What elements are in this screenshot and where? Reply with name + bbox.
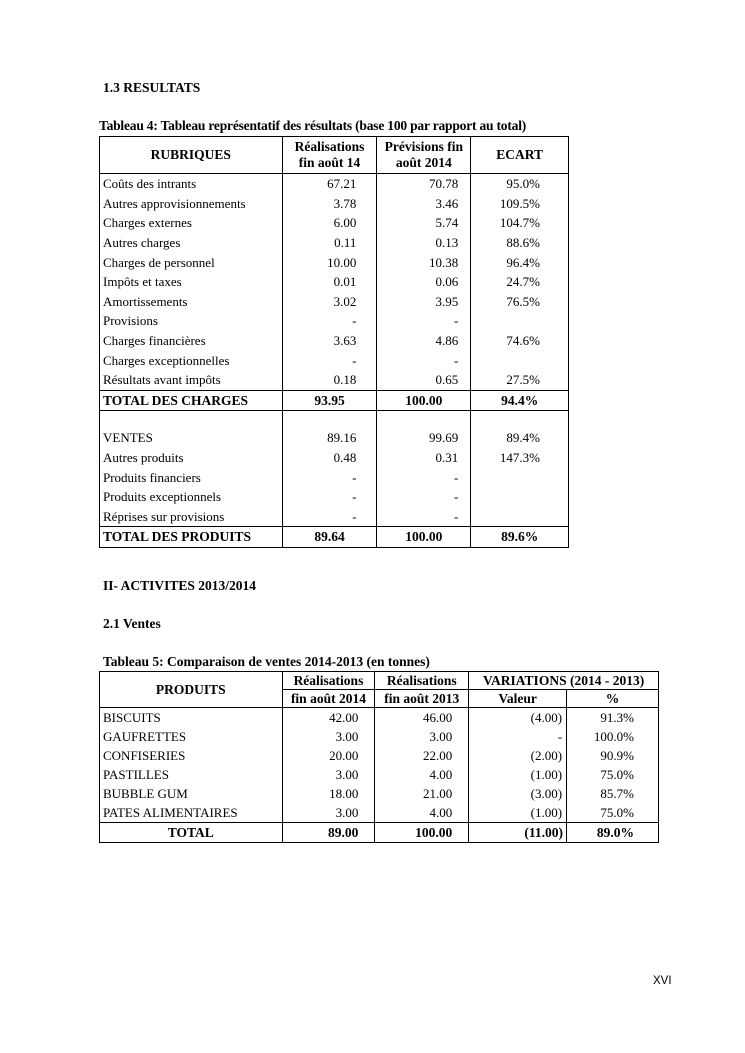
row-label: Autres charges — [100, 233, 283, 253]
header-produits: PRODUITS — [100, 672, 283, 708]
charges-rows — [100, 174, 569, 391]
product-r2013: 46.00 — [375, 708, 469, 728]
row-realisations: 10.00 — [282, 252, 377, 272]
produit-row — [100, 507, 569, 527]
sales-rows — [100, 708, 659, 823]
row-label: Amortissements — [100, 292, 283, 312]
total-charges-real: 93.95 — [282, 390, 377, 411]
section-heading-resultats: 1.3 RESULTATS — [103, 80, 201, 95]
row-label: Coûts des intrants — [100, 174, 283, 194]
row-realisations: 3.02 — [282, 292, 377, 312]
charge-row — [100, 350, 569, 370]
row-ecart: 88.6% — [471, 233, 569, 253]
produit-row — [100, 448, 569, 468]
product-name: PASTILLES — [100, 765, 283, 784]
charge-row — [100, 292, 569, 312]
spacer-row — [100, 411, 569, 429]
product-variation-pct: 75.0% — [567, 803, 659, 823]
row-realisations: 6.00 — [282, 213, 377, 233]
row-realisations: 89.16 — [282, 428, 377, 448]
results-table — [99, 136, 569, 548]
row-realisations: - — [282, 311, 377, 331]
row-label: Autres produits — [100, 448, 283, 468]
product-variation-value: (3.00) — [469, 784, 567, 803]
total-produits-label: TOTAL DES PRODUITS — [100, 527, 283, 548]
header-variations: VARIATIONS (2014 - 2013) — [469, 672, 659, 690]
row-ecart: 104.7% — [471, 213, 569, 233]
sales-row — [100, 746, 659, 765]
charge-row — [100, 174, 569, 194]
row-label: Charges exceptionnelles — [100, 350, 283, 370]
row-realisations: - — [282, 487, 377, 507]
product-variation-pct: 91.3% — [567, 708, 659, 728]
row-ecart — [471, 507, 569, 527]
row-ecart: 95.0% — [471, 174, 569, 194]
row-previsions: - — [377, 467, 471, 487]
sales-total-row — [100, 823, 659, 843]
sales-total-r2013: 100.00 — [375, 823, 469, 843]
header-valeur: Valeur — [469, 690, 567, 708]
row-previsions: 10.38 — [377, 252, 471, 272]
row-ecart: 24.7% — [471, 272, 569, 292]
total-charges-ecart: 94.4% — [471, 390, 569, 411]
total-charges-label: TOTAL DES CHARGES — [100, 390, 283, 411]
row-ecart — [471, 350, 569, 370]
row-previsions: 3.46 — [377, 194, 471, 214]
row-realisations: - — [282, 467, 377, 487]
product-name: CONFISERIES — [100, 746, 283, 765]
row-realisations: 0.48 — [282, 448, 377, 468]
total-produits-row — [100, 527, 569, 548]
produits-rows — [100, 428, 569, 526]
product-name: BISCUITS — [100, 708, 283, 728]
header-previsions — [377, 137, 471, 174]
charge-row — [100, 233, 569, 253]
header-realisations-line1: Réalisations — [294, 139, 365, 154]
header-r2013-line2: fin août 2013 — [375, 690, 469, 708]
product-name: PATES ALIMENTAIRES — [100, 803, 283, 823]
sales-total-label: TOTAL — [100, 823, 283, 843]
product-variation-value: (2.00) — [469, 746, 567, 765]
header-realisations — [282, 137, 377, 174]
row-label: Charges externes — [100, 213, 283, 233]
row-label: Résultats avant impôts — [100, 370, 283, 390]
row-realisations: - — [282, 350, 377, 370]
row-realisations: 0.11 — [282, 233, 377, 253]
section-heading-ventes: 2.1 Ventes — [103, 616, 161, 631]
charge-row — [100, 331, 569, 351]
sales-row — [100, 727, 659, 746]
row-previsions: - — [377, 311, 471, 331]
total-charges-prev: 100.00 — [377, 390, 471, 411]
product-r2014: 3.00 — [282, 765, 375, 784]
row-ecart: 109.5% — [471, 194, 569, 214]
header-realisations-line2: fin août 14 — [298, 155, 361, 170]
sales-row — [100, 784, 659, 803]
sales-total-valeur: (11.00) — [469, 823, 567, 843]
produit-row — [100, 428, 569, 448]
header-r2014-line1: Réalisations — [282, 672, 375, 690]
row-label: Provisions — [100, 311, 283, 331]
row-label: Charges financières — [100, 331, 283, 351]
row-previsions: 3.95 — [377, 292, 471, 312]
row-previsions: 0.31 — [377, 448, 471, 468]
product-variation-value: (1.00) — [469, 803, 567, 823]
row-previsions: 0.13 — [377, 233, 471, 253]
row-previsions: 0.65 — [377, 370, 471, 390]
row-realisations: 3.78 — [282, 194, 377, 214]
sales-total-r2014: 89.00 — [282, 823, 375, 843]
row-label: Autres approvisionnements — [100, 194, 283, 214]
row-ecart — [471, 311, 569, 331]
row-realisations: 0.01 — [282, 272, 377, 292]
header-rubriques: RUBRIQUES — [100, 137, 283, 174]
product-r2013: 4.00 — [375, 803, 469, 823]
product-r2013: 3.00 — [375, 727, 469, 746]
header-pct: % — [567, 690, 659, 708]
row-realisations: 0.18 — [282, 370, 377, 390]
row-ecart: 89.4% — [471, 428, 569, 448]
row-previsions: 4.86 — [377, 331, 471, 351]
row-previsions: 99.69 — [377, 428, 471, 448]
product-r2013: 22.00 — [375, 746, 469, 765]
product-variation-value: - — [469, 727, 567, 746]
product-r2014: 3.00 — [282, 803, 375, 823]
row-previsions: - — [377, 350, 471, 370]
produit-row — [100, 467, 569, 487]
product-variation-pct: 75.0% — [567, 765, 659, 784]
product-name: GAUFRETTES — [100, 727, 283, 746]
product-variation-pct: 100.0% — [567, 727, 659, 746]
row-ecart: 27.5% — [471, 370, 569, 390]
product-r2013: 21.00 — [375, 784, 469, 803]
header-previsions-line1: Prévisions fin — [384, 139, 464, 154]
product-variation-pct: 90.9% — [567, 746, 659, 765]
row-realisations: 3.63 — [282, 331, 377, 351]
product-r2014: 20.00 — [282, 746, 375, 765]
sales-comparison-table — [99, 671, 659, 843]
product-variation-value: (1.00) — [469, 765, 567, 784]
page-number: XVI — [653, 975, 672, 987]
row-label: Réprises sur provisions — [100, 507, 283, 527]
charge-row — [100, 213, 569, 233]
row-previsions: - — [377, 487, 471, 507]
row-label: Charges de personnel — [100, 252, 283, 272]
row-realisations: - — [282, 507, 377, 527]
row-realisations: 67.21 — [282, 174, 377, 194]
product-r2013: 4.00 — [375, 765, 469, 784]
total-produits-ecart: 89.6% — [471, 527, 569, 548]
total-produits-real: 89.64 — [282, 527, 377, 548]
header-ecart: ECART — [471, 137, 569, 174]
product-name: BUBBLE GUM — [100, 784, 283, 803]
produit-row — [100, 487, 569, 507]
row-ecart: 76.5% — [471, 292, 569, 312]
sales-total-pct: 89.0% — [567, 823, 659, 843]
table5-caption: Tableau 5: Comparaison de ventes 2014-2013 (en tonnes) — [103, 654, 430, 669]
sales-row — [100, 765, 659, 784]
header-previsions-line2: août 2014 — [395, 155, 452, 170]
table5-header-row-1 — [100, 672, 659, 690]
table4-caption: Tableau 4: Tableau représentatif des résultats (base 100 par rapport au total) — [99, 118, 527, 133]
sales-row — [100, 803, 659, 823]
row-label: VENTES — [100, 428, 283, 448]
product-r2014: 18.00 — [282, 784, 375, 803]
charge-row — [100, 311, 569, 331]
charge-row — [100, 252, 569, 272]
header-r2013-line1: Réalisations — [375, 672, 469, 690]
row-previsions: - — [377, 507, 471, 527]
sales-row — [100, 708, 659, 728]
product-r2014: 3.00 — [282, 727, 375, 746]
row-previsions: 0.06 — [377, 272, 471, 292]
charge-row — [100, 194, 569, 214]
charge-row — [100, 272, 569, 292]
row-label: Produits financiers — [100, 467, 283, 487]
product-variation-value: (4.00) — [469, 708, 567, 728]
charge-row — [100, 370, 569, 390]
row-ecart: 147.3% — [471, 448, 569, 468]
row-ecart — [471, 467, 569, 487]
row-ecart: 96.4% — [471, 252, 569, 272]
product-variation-pct: 85.7% — [567, 784, 659, 803]
header-r2014-line2: fin août 2014 — [282, 690, 375, 708]
row-label: Produits exceptionnels — [100, 487, 283, 507]
row-ecart: 74.6% — [471, 331, 569, 351]
section-heading-activites: II- ACTIVITES 2013/2014 — [103, 578, 257, 593]
row-previsions: 5.74 — [377, 213, 471, 233]
row-label: Impôts et taxes — [100, 272, 283, 292]
product-r2014: 42.00 — [282, 708, 375, 728]
total-charges-row — [100, 390, 569, 411]
total-produits-prev: 100.00 — [377, 527, 471, 548]
row-ecart — [471, 487, 569, 507]
table4-header-row — [100, 137, 569, 174]
row-previsions: 70.78 — [377, 174, 471, 194]
